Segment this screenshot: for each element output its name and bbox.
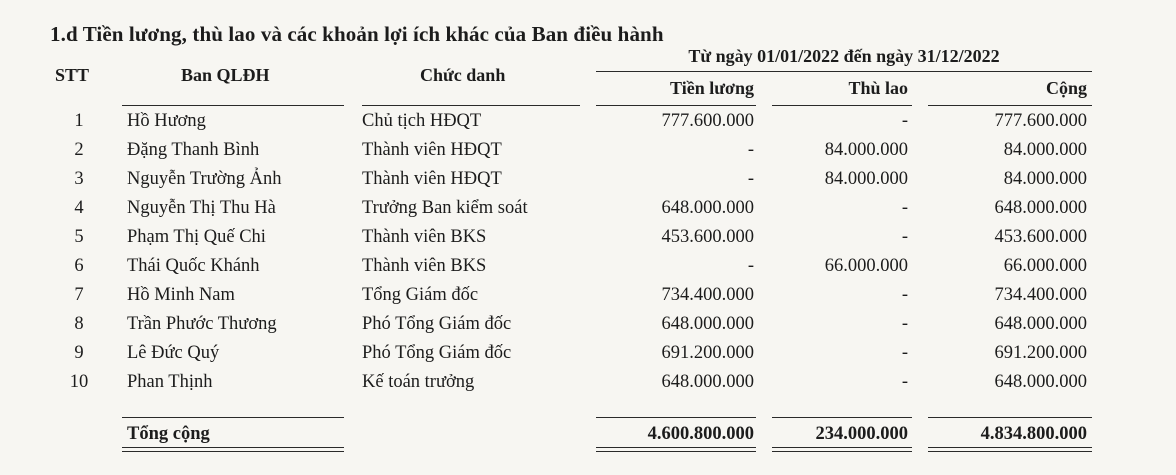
total-rule-name: [122, 417, 344, 418]
cell-position: Thành viên HĐQT: [362, 140, 502, 160]
cell-salary: -: [747, 140, 754, 160]
cell-stt: 4: [74, 198, 84, 218]
cell-salary: 777.600.000: [661, 111, 754, 131]
double-rule-fee: [772, 447, 912, 452]
cell-position: Kế toán trưởng: [362, 372, 475, 392]
cell-total: 84.000.000: [1003, 140, 1087, 160]
cell-name: Phạm Thị Quế Chi: [127, 227, 266, 247]
cell-total: 777.600.000: [994, 111, 1087, 131]
table-row: [0, 227, 1176, 256]
table-row: [0, 256, 1176, 285]
table-row: [0, 285, 1176, 314]
table-row: [0, 140, 1176, 169]
cell-stt: 2: [74, 140, 84, 160]
cell-name: Hồ Minh Nam: [127, 285, 235, 305]
cell-stt: 1: [74, 111, 84, 131]
cell-fee: -: [901, 227, 908, 247]
cell-fee: -: [901, 111, 908, 131]
cell-salary: 453.600.000: [661, 227, 754, 247]
cell-name: Phan Thịnh: [127, 372, 213, 392]
total-label: Tổng cộng: [127, 424, 210, 444]
cell-salary: 734.400.000: [661, 285, 754, 305]
cell-salary: -: [747, 256, 754, 276]
table-row: [0, 314, 1176, 343]
double-rule-total: [928, 447, 1092, 452]
period-underline: [596, 71, 1092, 72]
cell-name: Đặng Thanh Bình: [127, 140, 260, 160]
cell-stt: 5: [74, 227, 84, 247]
header-period: Từ ngày 01/01/2022 đến ngày 31/12/2022: [688, 46, 1000, 66]
cell-fee: 66.000.000: [824, 256, 908, 276]
total-fee: 234.000.000: [815, 424, 908, 444]
cell-stt: 7: [74, 285, 84, 305]
cell-position: Tổng Giám đốc: [362, 285, 479, 305]
cell-fee: -: [901, 314, 908, 334]
cell-name: Nguyễn Thị Thu Hà: [127, 198, 276, 218]
cell-stt: 10: [69, 372, 89, 392]
cell-total: 648.000.000: [994, 372, 1087, 392]
table-row: [0, 198, 1176, 227]
header-stt: STT: [55, 65, 90, 85]
table-row: [0, 343, 1176, 372]
header-position: Chức danh: [420, 65, 506, 85]
cell-position: Phó Tổng Giám đốc: [362, 343, 512, 363]
cell-position: Chủ tịch HĐQT: [362, 111, 482, 131]
cell-total: 648.000.000: [994, 314, 1087, 334]
total-rule-total: [928, 417, 1092, 418]
cell-position: Thành viên BKS: [362, 227, 487, 247]
cell-name: Thái Quốc Khánh: [127, 256, 260, 276]
cell-stt: 3: [74, 169, 84, 189]
table-row: [0, 169, 1176, 198]
cell-stt: 6: [74, 256, 84, 276]
cell-name: Lê Đức Quý: [127, 343, 220, 363]
section-title: 1.d Tiền lương, thù lao và các khoản lợi ích khác của Ban điều hành: [50, 22, 664, 46]
cell-salary: 648.000.000: [661, 314, 754, 334]
cell-total: 66.000.000: [1003, 256, 1087, 276]
cell-total: 734.400.000: [994, 285, 1087, 305]
total-salary: 4.600.800.000: [647, 424, 754, 444]
header-name: Ban QLĐH: [181, 65, 270, 85]
cell-position: Thành viên HĐQT: [362, 169, 502, 189]
total-rule-salary: [596, 417, 756, 418]
cell-fee: -: [901, 372, 908, 392]
cell-fee: -: [901, 198, 908, 218]
header-rule-total: [928, 105, 1092, 106]
cell-stt: 9: [74, 343, 84, 363]
cell-fee: 84.000.000: [824, 169, 908, 189]
header-rule-name: [122, 105, 344, 106]
header-rule-fee: [772, 105, 912, 106]
cell-stt: 8: [74, 314, 84, 334]
cell-name: Nguyễn Trường Ảnh: [127, 169, 282, 189]
cell-name: Hồ Hương: [127, 111, 206, 131]
cell-salary: 691.200.000: [661, 343, 754, 363]
cell-position: Phó Tổng Giám đốc: [362, 314, 512, 334]
total-rule-fee: [772, 417, 912, 418]
header-fee: Thù lao: [848, 78, 908, 98]
cell-total: 691.200.000: [994, 343, 1087, 363]
cell-fee: -: [901, 285, 908, 305]
header-total: Cộng: [1045, 78, 1087, 98]
double-rule-name: [122, 447, 344, 452]
header-rule-position: [362, 105, 580, 106]
cell-fee: -: [901, 343, 908, 363]
cell-name: Trần Phước Thương: [127, 314, 277, 334]
total-total: 4.834.800.000: [980, 424, 1087, 444]
cell-salary: 648.000.000: [661, 198, 754, 218]
cell-total: 453.600.000: [994, 227, 1087, 247]
cell-salary: 648.000.000: [661, 372, 754, 392]
table-row: [0, 372, 1176, 401]
double-rule-salary: [596, 447, 756, 452]
cell-salary: -: [747, 169, 754, 189]
cell-fee: 84.000.000: [824, 140, 908, 160]
header-rule-salary: [596, 105, 756, 106]
table-row: [0, 111, 1176, 140]
header-salary: Tiền lương: [670, 78, 754, 98]
cell-position: Thành viên BKS: [362, 256, 487, 276]
cell-position: Trưởng Ban kiểm soát: [362, 198, 528, 218]
cell-total: 648.000.000: [994, 198, 1087, 218]
cell-total: 84.000.000: [1003, 169, 1087, 189]
